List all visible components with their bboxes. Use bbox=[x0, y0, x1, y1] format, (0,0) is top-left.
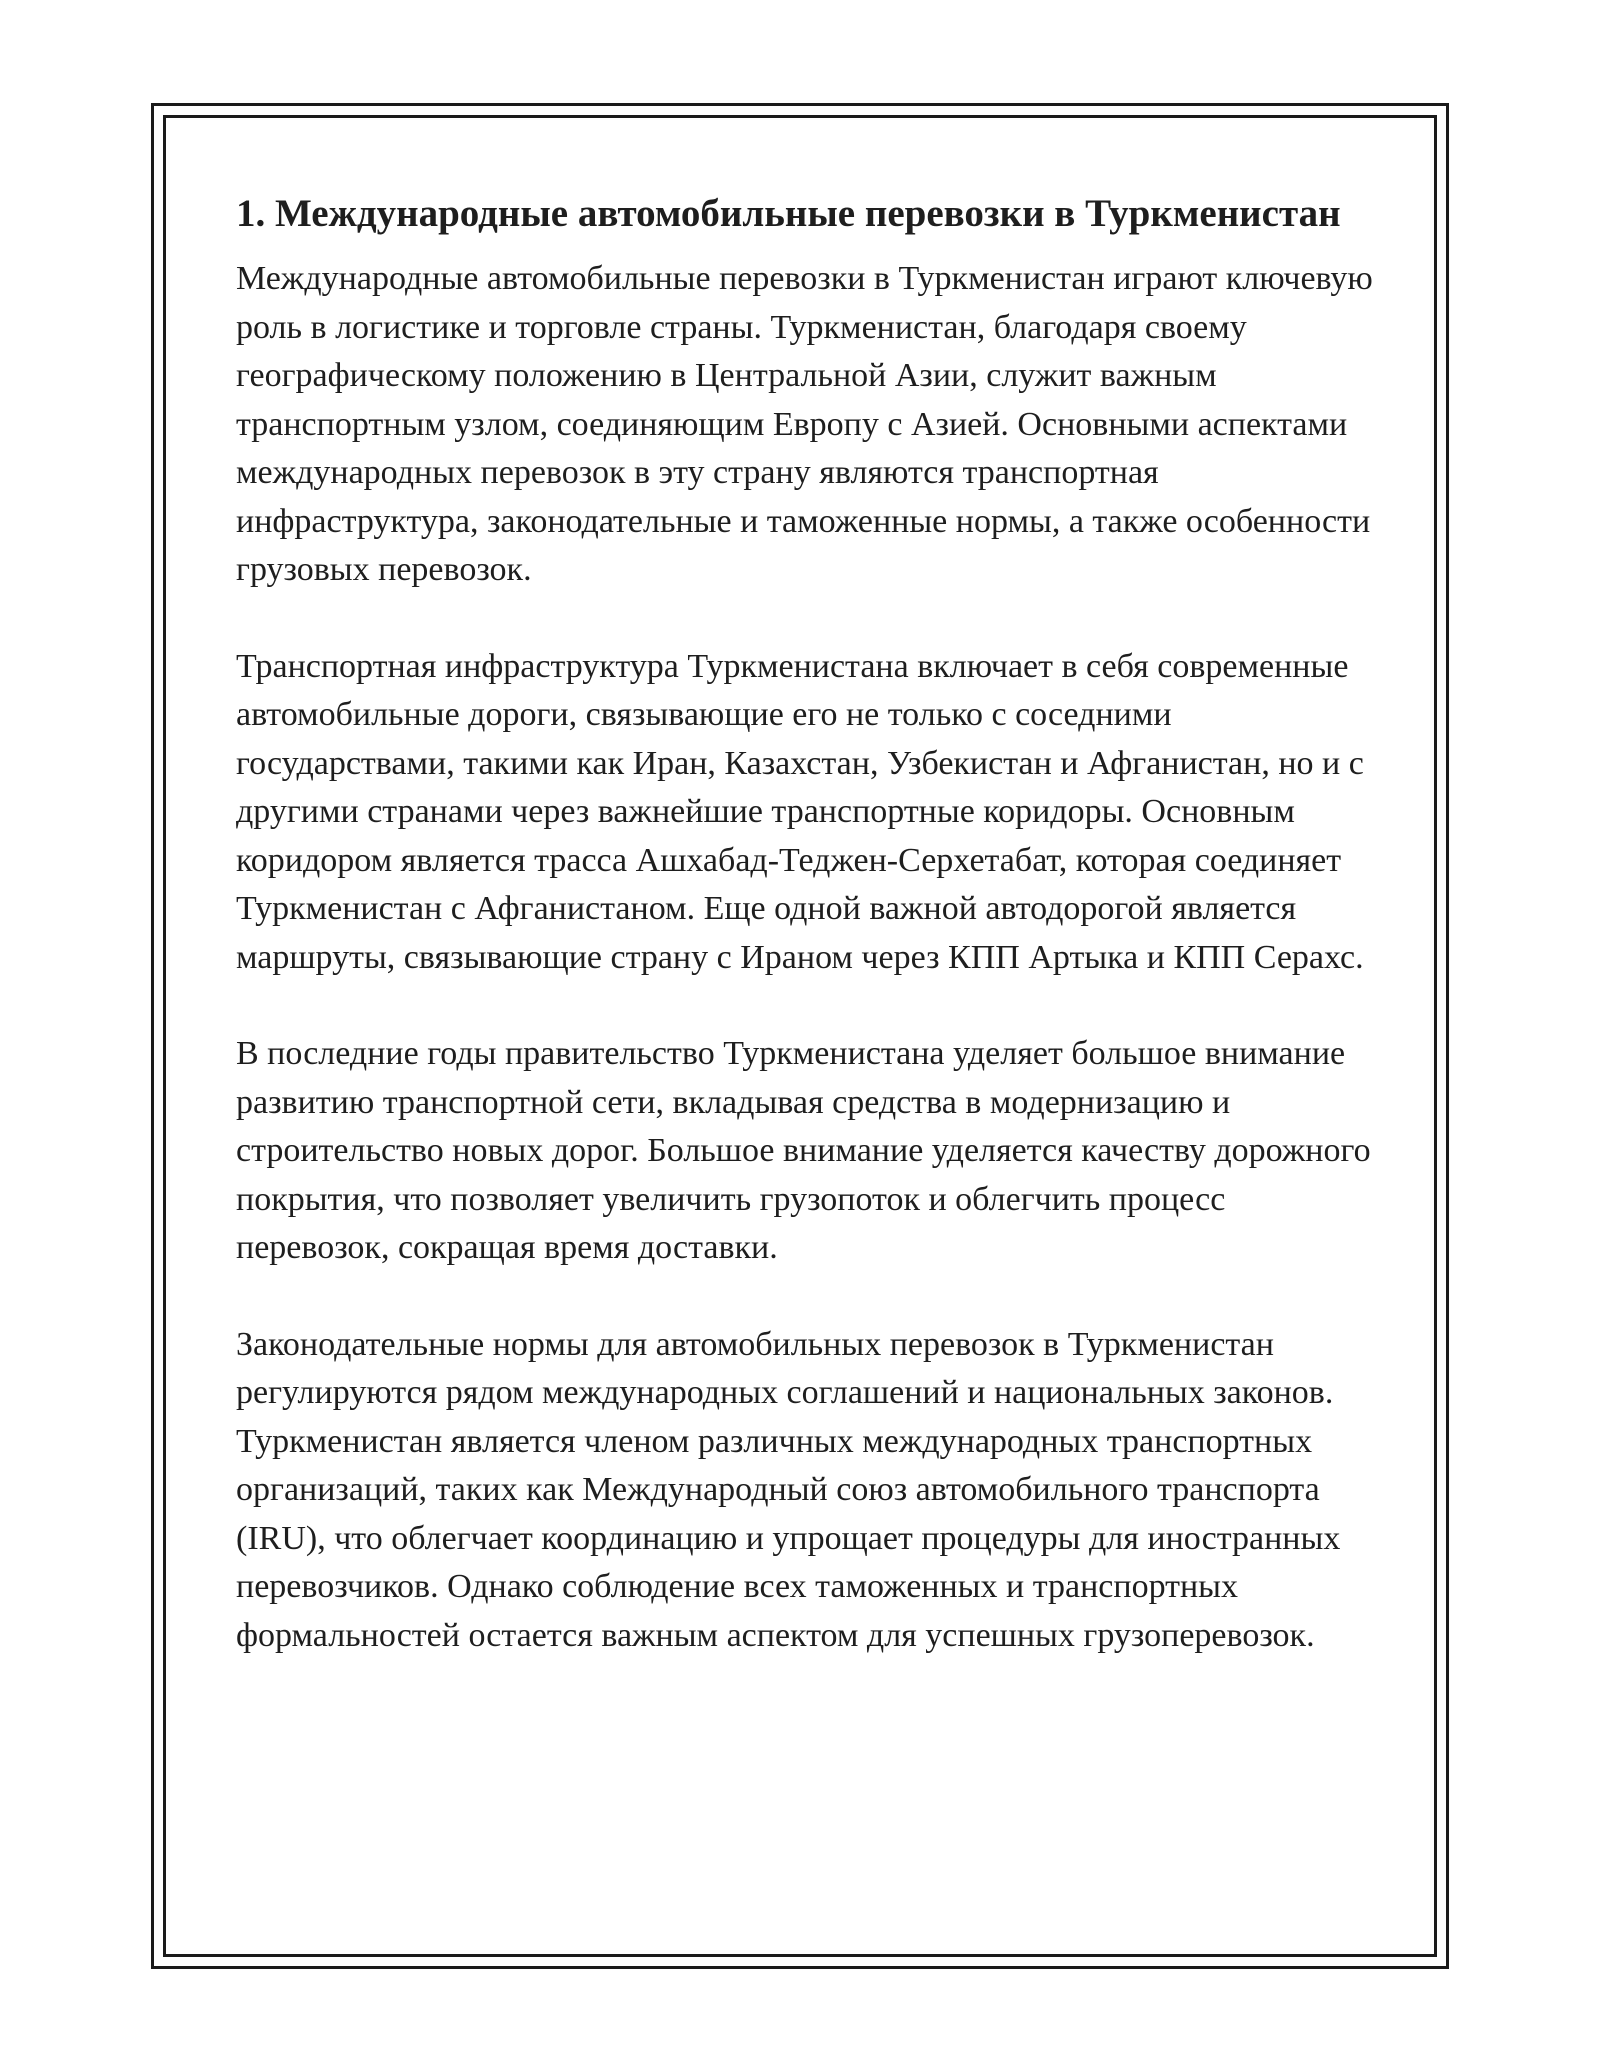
document-body bbox=[236, 186, 1376, 1708]
paragraph-intro: Международные автомобильные перевозки в Туркменистан играют ключевую роль в логистике и торговле страны. Туркменистан, благодаря своему географическому положению в Центральной Азии, служит важным транспортным узлом, соединяющим Европу с Азией. Основными аспектами международных перевозок в эту страну являются транспортная инфраструктура, законодательные и таможенные нормы, а также особенности грузовых перевозок. bbox=[236, 260, 1373, 588]
paragraph-development: В последние годы правительство Туркменистана уделяет большое внимание развитию транспортной сети, вкладывая средства в модернизацию и строительство новых дорог. Большое внимание уделяется качеству дорожного покрытия, что позволяет увеличить грузопоток и облегчить процесс перевозок, сокращая время доставки. bbox=[236, 1035, 1371, 1266]
paragraph-infrastructure: Транспортная инфраструктура Туркменистана включает в себя современные автомобильные дороги, связывающие его не только с соседними государствами, такими как Иран, Казахстан, Узбекистан и Афганистан, но и с другими странами через важнейшие транспортные коридоры. Основным коридором является трасса Ашхабад-Теджен-Серхетабат, которая соединяет Туркменистан с Афганистаном. Еще одной важной автодорогой является маршруты, связывающие страну с Ираном через КПП Артыка и КПП Серахс. bbox=[236, 647, 1364, 976]
paragraph-legislation: Законодательные нормы для автомобильных перевозок в Туркменистан регулируются рядом международных соглашений и национальных законов. Туркменистан является членом различных международных транспортных организаций, таких как Международный союз автомобильного транспорта (IRU), что облегчает координацию и упрощает процедуры для иностранных перевозчиков. Однако соблюдение всех таможенных и транспортных формальностей остается важным аспектом для успешных грузоперевозок. bbox=[236, 1325, 1341, 1654]
section-heading: 1. Международные автомобильные перевозки в Туркменистан bbox=[236, 192, 1341, 235]
